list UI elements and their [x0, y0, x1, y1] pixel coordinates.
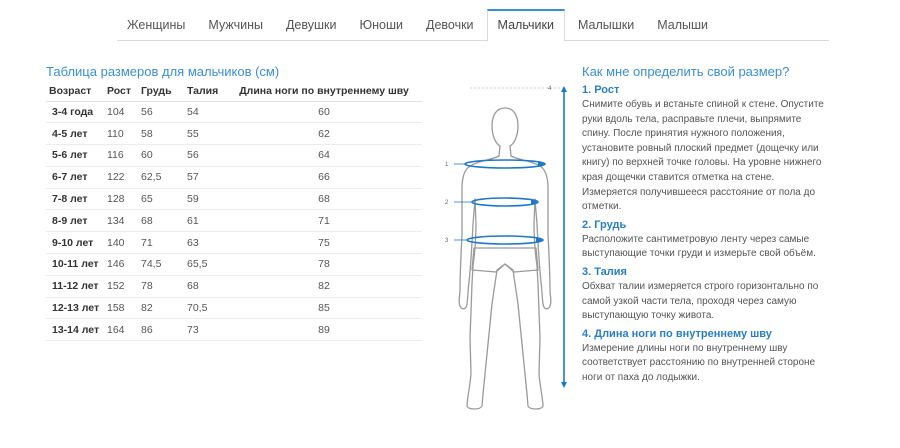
- step-text: Снимите обувь и встаньте спиной к стене. Опустите руки вдоль тела, расправьте плечи, выпрямите спину. После принятия нужного положения, установите ровный плоский предмет (дощечку или книгу) по верхней точке головы. На уровне нижнего края дощечки ставится отметка на стене. Измеряется получившееся расстояние от пола до отметки.: [582, 99, 824, 213]
- table-cell: 68: [226, 188, 422, 210]
- marker-label-4: 4: [548, 86, 552, 92]
- header-inseam: Длина ноги по внутреннему шву: [226, 81, 422, 101]
- table-cell: 122: [104, 166, 138, 188]
- table-cell: 65,5: [184, 254, 226, 276]
- height-arrow-top-icon: [561, 86, 567, 92]
- table-cell: 128: [104, 188, 138, 210]
- step-text: Расположите сантиметровую ленту через самые выступающие точки груди и измерьте свой объём.: [582, 233, 816, 260]
- size-table-title: Таблица размеров для мальчиков (см): [46, 64, 280, 79]
- header-waist: Талия: [184, 81, 226, 101]
- tab-6[interactable]: Малышки: [577, 18, 635, 32]
- table-cell: 56: [138, 101, 184, 123]
- table-cell: 78: [226, 254, 422, 276]
- table-cell: 64: [226, 145, 422, 167]
- table-cell: 9-10 лет: [46, 232, 104, 254]
- table-row: [46, 210, 422, 232]
- category-tabs: [117, 9, 829, 41]
- table-cell: 61: [184, 210, 226, 232]
- table-cell: 70,5: [184, 297, 226, 319]
- marker-label-2: 2: [445, 200, 449, 206]
- table-cell: 71: [138, 232, 184, 254]
- step-text: Измерение длины ноги по внутреннему шву соответствует расстоянию по внутренней стороне ноги от паха до лодыжки.: [582, 342, 816, 383]
- table-cell: 5-6 лет: [46, 145, 104, 167]
- table-cell: 8-9 лет: [46, 210, 104, 232]
- table-cell: 58: [138, 123, 184, 145]
- step-title: 3. Талия: [582, 265, 627, 278]
- table-cell: 78: [138, 275, 184, 297]
- table-cell: 82: [226, 275, 422, 297]
- tab-1[interactable]: Мужчины: [208, 18, 263, 32]
- table-cell: 82: [138, 297, 184, 319]
- table-cell: 66: [226, 166, 422, 188]
- table-cell: 86: [138, 319, 184, 341]
- table-cell: 134: [104, 210, 138, 232]
- step-text: Обхват талии измеряется строго горизонтально по самой узкой части тела, проходя через самую выступающую точку живота.: [582, 280, 819, 322]
- table-row: [46, 254, 422, 276]
- table-row: [46, 123, 422, 145]
- table-cell: 164: [104, 319, 138, 341]
- table-cell: 4-5 лет: [46, 123, 104, 145]
- table-row: [46, 319, 422, 341]
- table-cell: 116: [104, 145, 138, 167]
- table-cell: 85: [226, 297, 422, 319]
- height-arrow-bottom-icon: [561, 382, 567, 388]
- table-cell: 57: [184, 166, 226, 188]
- table-cell: 6-7 лет: [46, 166, 104, 188]
- table-cell: 152: [104, 275, 138, 297]
- table-cell: 71: [226, 210, 422, 232]
- table-cell: 68: [184, 275, 226, 297]
- table-cell: 146: [104, 254, 138, 276]
- table-cell: 158: [104, 297, 138, 319]
- table-cell: 140: [104, 232, 138, 254]
- table-row: [46, 145, 422, 167]
- header-height: Рост: [104, 81, 138, 101]
- table-cell: 110: [104, 123, 138, 145]
- table-row: [46, 232, 422, 254]
- tab-5[interactable]: Мальчики: [487, 9, 565, 42]
- step-title: 2. Грудь: [582, 218, 627, 231]
- table-cell: 3-4 года: [46, 101, 104, 123]
- table-cell: 89: [226, 319, 422, 341]
- marker-label-1: 1: [445, 162, 449, 168]
- tab-4[interactable]: Девочки: [425, 18, 474, 32]
- table-cell: 54: [184, 101, 226, 123]
- table-row: [46, 166, 422, 188]
- table-cell: 62,5: [138, 166, 184, 188]
- table-cell: 62: [226, 123, 422, 145]
- step-title: 4. Длина ноги по внутреннему шву: [582, 327, 772, 340]
- waist-measure-line: [472, 198, 538, 206]
- table-cell: 13-14 лет: [46, 319, 104, 341]
- header-chest: Грудь: [138, 81, 184, 101]
- table-row: [46, 101, 422, 123]
- table-cell: 56: [184, 145, 226, 167]
- table-header-row: [46, 81, 422, 101]
- tab-2[interactable]: Девушки: [285, 18, 337, 32]
- table-cell: 12-13 лет: [46, 297, 104, 319]
- tab-3[interactable]: Юноши: [359, 18, 403, 32]
- table-cell: 7-8 лет: [46, 188, 104, 210]
- body-measurement-figure: [440, 84, 570, 416]
- table-cell: 73: [184, 319, 226, 341]
- table-cell: 65: [138, 188, 184, 210]
- table-cell: 68: [138, 210, 184, 232]
- measurement-help: [582, 64, 832, 386]
- table-cell: 104: [104, 101, 138, 123]
- marker-label-3: 3: [445, 238, 449, 244]
- tab-7[interactable]: Малыши: [657, 18, 709, 32]
- table-cell: 74,5: [138, 254, 184, 276]
- step-title: 1. Рост: [582, 84, 620, 96]
- table-row: [46, 297, 422, 319]
- shorts-outline: [472, 248, 538, 272]
- table-cell: 55: [184, 123, 226, 145]
- tab-0[interactable]: Женщины: [127, 18, 186, 32]
- table-cell: 63: [184, 232, 226, 254]
- table-row: [46, 188, 422, 210]
- size-table: [46, 81, 422, 341]
- chest-measure-line: [465, 160, 545, 168]
- header-age: Возраст: [46, 81, 104, 101]
- table-cell: 60: [226, 101, 422, 123]
- table-cell: 59: [184, 188, 226, 210]
- table-row: [46, 275, 422, 297]
- table-cell: 10-11 лет: [46, 254, 104, 276]
- table-cell: 11-12 лет: [46, 275, 104, 297]
- hips-measure-line: [467, 236, 543, 244]
- table-cell: 75: [226, 232, 422, 254]
- help-title: Как мне определить свой размер?: [582, 64, 790, 79]
- table-cell: 60: [138, 145, 184, 167]
